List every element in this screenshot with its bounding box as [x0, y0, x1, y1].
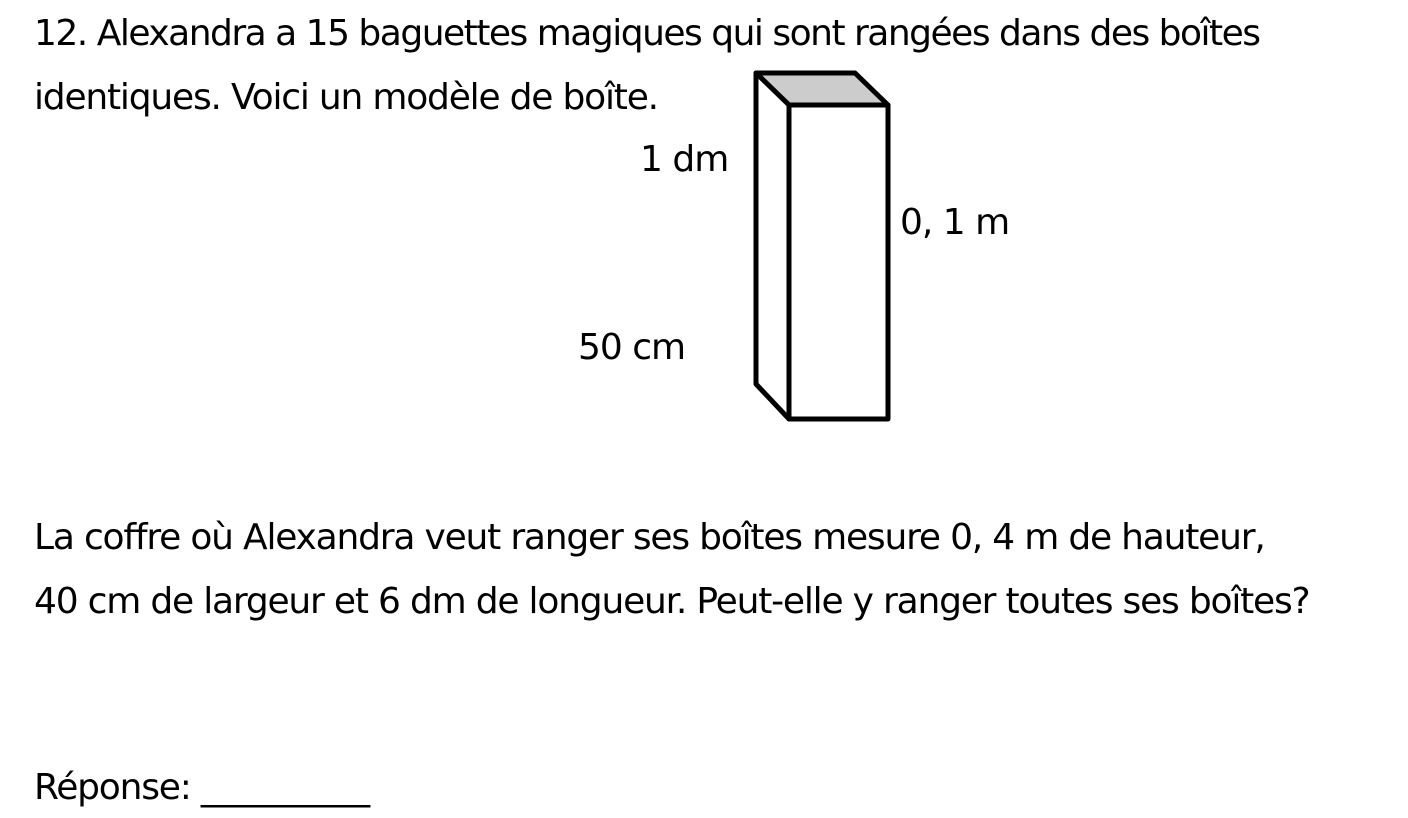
box-diagram: [745, 62, 905, 432]
depth-label: 1 dm: [640, 139, 729, 180]
question-text-line-2: identiques. Voici un modèle de boîte.: [34, 77, 658, 118]
question-text-line-1: 12. Alexandra a 15 baguettes magiques qui sont rangées dans des boîtes: [34, 13, 1260, 54]
problem-text-line-2: 40 cm de largeur et 6 dm de longueur. Peut-elle y ranger toutes ses boîtes?: [34, 581, 1310, 622]
height-label: 0, 1 m: [900, 202, 1010, 243]
width-label: 50 cm: [578, 327, 686, 368]
answer-line[interactable]: Réponse: __________: [34, 767, 369, 808]
box-front-face: [789, 105, 888, 419]
box-left-face: [756, 73, 789, 419]
problem-text-line-1: La coffre où Alexandra veut ranger ses boîtes mesure 0, 4 m de hauteur,: [34, 517, 1265, 558]
